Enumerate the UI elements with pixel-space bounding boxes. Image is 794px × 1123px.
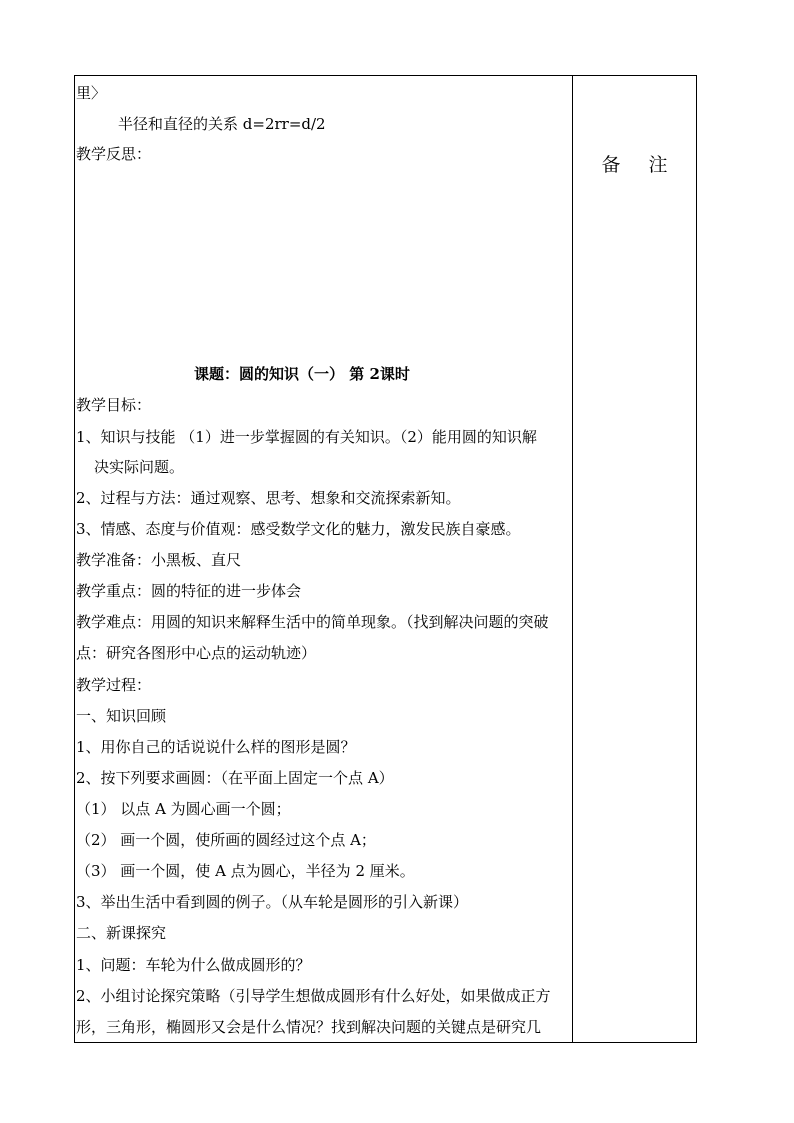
text-line: 教学重点：圆的特征的进一步体会 [76,582,302,600]
text-line: 2、过程与方法：通过观察、思考、想象和交流探索新知。 [76,489,461,507]
text-line: 3、举出生活中看到圆的例子。（从车轮是圆形的引入新课） [76,893,469,911]
text-line: 决实际问题。 [94,458,185,476]
text-line: 教学难点：用圆的知识来解释生活中的简单现象。（找到解决问题的突破 [76,613,549,631]
text-line: 里〉 [76,84,107,102]
text-line: 2、小组讨论探究策略（引导学生想做成圆形有什么好处，如果做成正方 [76,987,551,1005]
lesson-title: 课题：圆的知识（一） 第 2课时 [194,365,410,383]
remarks-header [573,150,696,177]
text-line: （3） 画一个圆，使 A 点为圆心，半径为 2 厘米。 [76,862,415,880]
text-line: 3、情感、态度与价值观：感受数学文化的魅力，激发民族自豪感。 [76,520,521,538]
text-line: 1、问题：车轮为什么做成圆形的？ [76,956,311,974]
text-line: （2） 画一个圆，使所画的圆经过这个点 A； [76,831,376,849]
text-line: （1） 以点 A 为圆心画一个圆； [76,800,291,818]
text-line: 1、用你自己的话说说什么样的图形是圆？ [76,738,356,756]
text-line: 教学准备：小黑板、直尺 [76,551,242,569]
remarks-char-1: 备 [601,154,621,176]
text-line: 1、知识与技能 （1）进一步掌握圆的有关知识。（2）能用圆的知识解 [76,428,537,446]
text-line: 教学过程： [76,676,152,694]
text-line: 形，三角形，椭圆形又会是什么情况？找到解决问题的关键点是研究几 [76,1018,542,1036]
remarks-char-2: 注 [648,154,668,176]
text-line: 2、按下列要求画圆：（在平面上固定一个点 A） [76,769,394,787]
column-divider [572,75,573,1043]
text-line: 半径和直径的关系 d=2rr=d/2 [118,115,326,133]
text-line: 教学目标： [76,396,152,414]
text-line: 点：研究各图形中心点的运动轨迹） [76,644,317,662]
text-line: 二、新课探究 [76,924,167,942]
text-line: 教学反思： [76,145,152,163]
text-line: 一、知识回顾 [76,707,167,725]
